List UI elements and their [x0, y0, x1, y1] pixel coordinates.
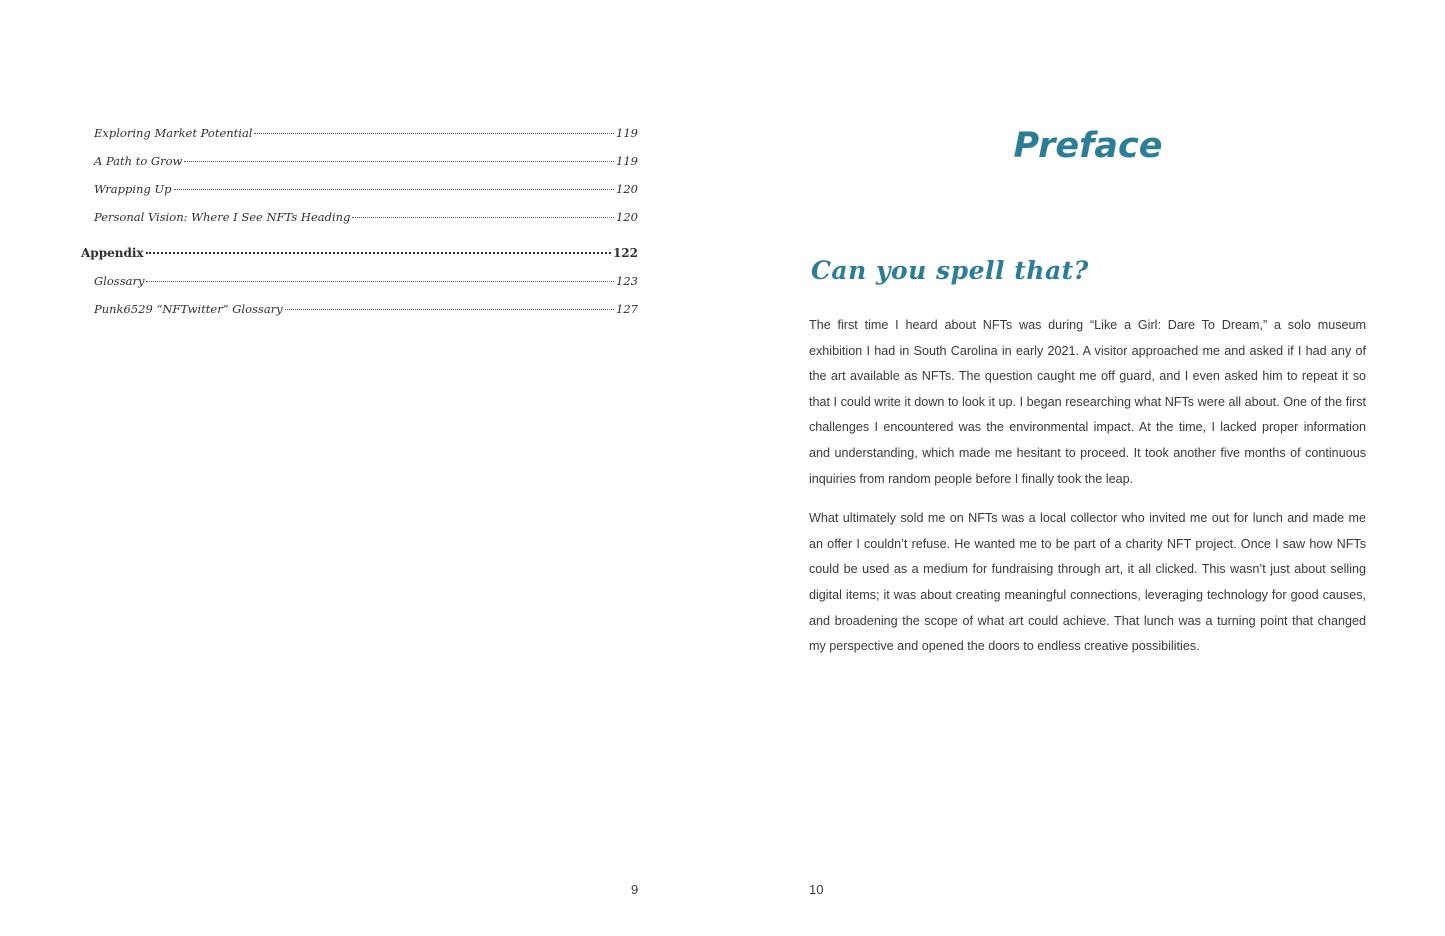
toc-entry-title: A Path to Grow — [94, 154, 183, 168]
toc-entry-title: Appendix — [81, 246, 144, 260]
toc-entry[interactable] — [81, 274, 638, 302]
toc-entry-title: Personal Vision: Where I See NFTs Heading — [94, 210, 351, 224]
toc-entry[interactable] — [81, 182, 638, 210]
toc-dot-leader — [184, 161, 614, 162]
chapter-title: Preface — [1013, 126, 1163, 166]
body-text — [809, 313, 1366, 674]
toc-entry-title: Glossary — [94, 274, 145, 288]
toc-entry-title: Wrapping Up — [94, 182, 172, 196]
paragraph: The first time I heard about NFTs was during “Like a Girl: Dare To Dream,” a solo museum exhibition I had in South Carolina in early 2021. A visitor approached me and asked if I had any of the art available as NFTs. The question caught me off guard, and I even asked him to repeat it so that I could write it down to look it up. I began researching what NFTs were all about. One of the first challenges I encountered was the environmental impact. At the time, I lacked proper information and understanding, which made me hesitant to proceed. It took another five months of continuous inquiries from random people before I finally took the leap. — [809, 318, 1366, 486]
page-number: 9 — [631, 882, 639, 897]
toc-dot-leader — [146, 252, 611, 254]
toc-dot-leader — [174, 189, 615, 190]
toc-entry-page: 127 — [616, 302, 638, 316]
right-page — [723, 0, 1445, 936]
paragraph: What ultimately sold me on NFTs was a local collector who invited me out for lunch and made me an offer I couldn’t refuse. He wanted me to be part of a charity NFT project. Once I saw how NFTs could be used as a medium for fundraising through art, it all clicked. This wasn’t just about selling digital items; it was about creating meaningful connections, leveraging technology for good causes, and broadening the scope of what art could achieve. That lunch was a turning point that changed my perspective and opened the doors to endless creative possibilities. — [809, 511, 1366, 654]
toc-dot-leader — [352, 217, 614, 218]
page-number: 10 — [809, 882, 824, 897]
toc-entry[interactable] — [81, 154, 638, 182]
toc-dot-leader — [146, 281, 614, 282]
section-subheading: Can you spell that? — [811, 256, 1089, 285]
toc-entry-main[interactable] — [81, 246, 638, 274]
toc-entry-page: 123 — [616, 274, 638, 288]
toc-entry-page: 122 — [612, 246, 638, 260]
left-page — [0, 0, 722, 936]
toc-entry-page: 119 — [616, 154, 638, 168]
toc-entry-page: 120 — [616, 210, 638, 224]
toc-dot-leader — [254, 133, 614, 134]
table-of-contents — [81, 126, 638, 330]
toc-entry[interactable] — [81, 302, 638, 330]
toc-entry-title: Exploring Market Potential — [94, 126, 253, 140]
toc-dot-leader — [285, 309, 614, 310]
toc-entry-page: 119 — [616, 126, 638, 140]
toc-entry[interactable] — [81, 126, 638, 154]
toc-entry-page: 120 — [616, 182, 638, 196]
toc-entry[interactable] — [81, 210, 638, 238]
toc-entry-title: Punk6529 “NFTwitter” Glossary — [94, 302, 283, 316]
